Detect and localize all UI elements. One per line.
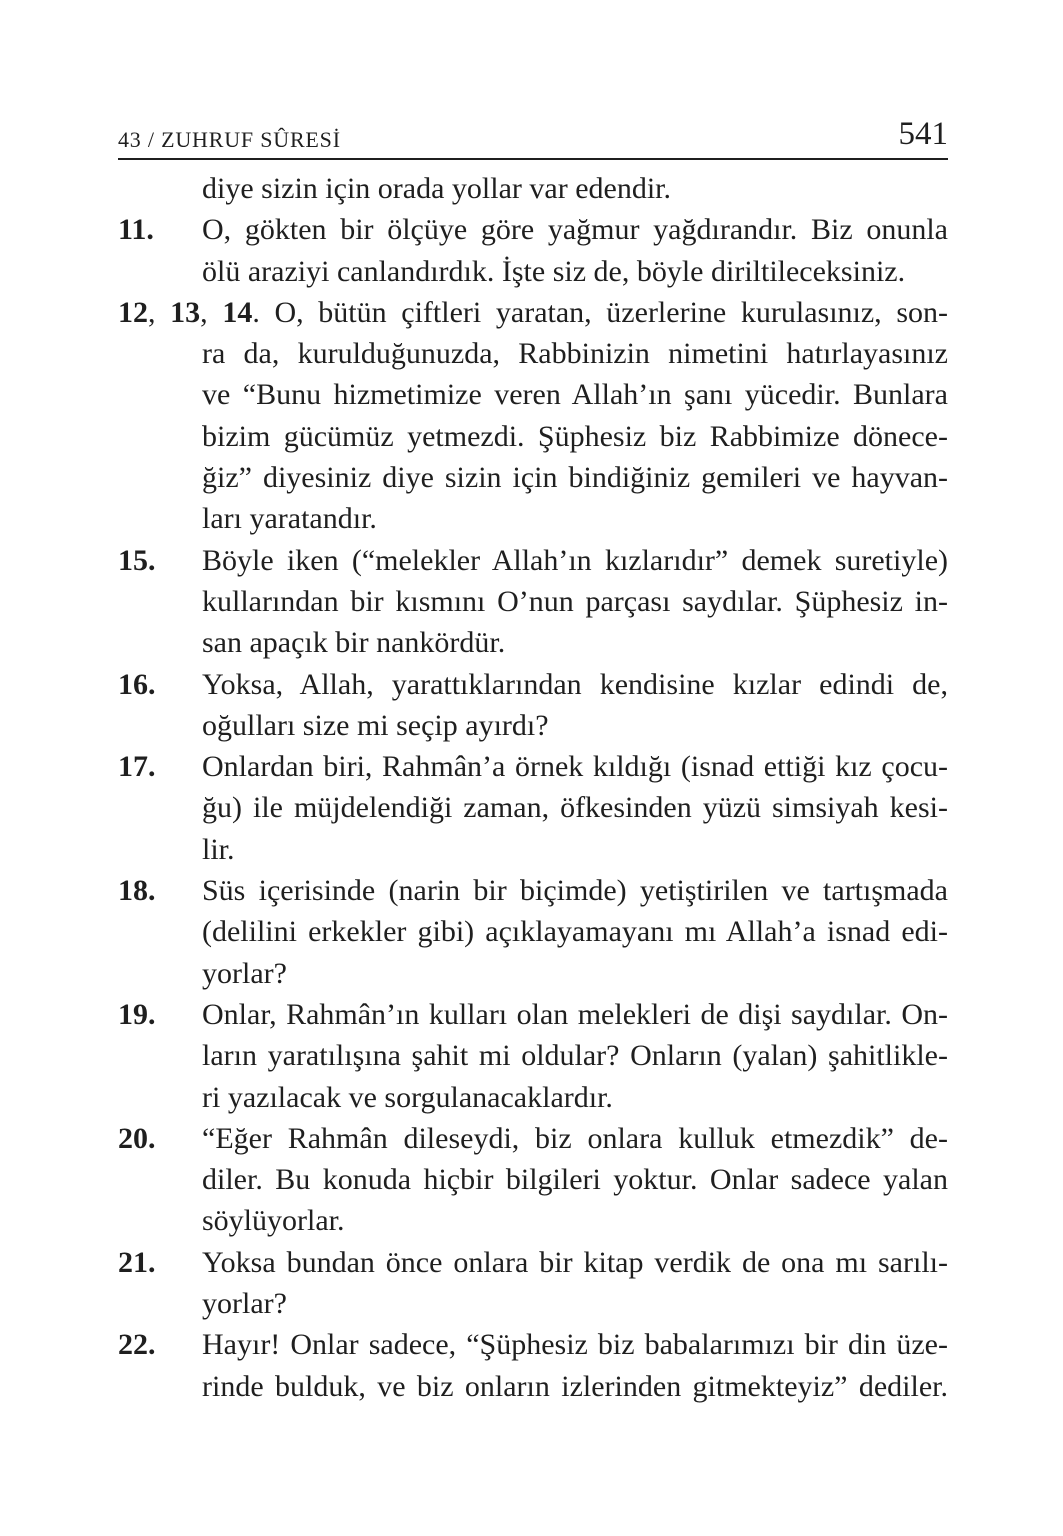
verse-number: 16.	[118, 667, 156, 701]
verse-16-line-1: 16. Yoksa, Allah, yarattıklarından kendisine kızlar edindi de,	[118, 664, 948, 705]
verse-number: 18.	[118, 874, 156, 908]
verse-18-line-2: (delilini erkekler gibi) açıklayamayanı mı Allah’a isnad edi-	[202, 915, 948, 949]
verse-18-line-1: 18. Süs içerisinde (narin bir biçimde) yetiştirilen ve tartışmada	[118, 870, 948, 911]
verse-number: 11.	[118, 213, 154, 247]
verse-15-line-3: san apaçık bir nankördür.	[202, 626, 506, 660]
verse-20-line-2: diler. Bu konuda hiçbir bilgileri yoktur. Onlar sadece yalan	[202, 1163, 948, 1197]
verse-21-line-1: 21. Yoksa bundan önce onlara bir kitap verdik de ona mı sarılı-	[118, 1242, 948, 1283]
verse-18-line-3: yorlar?	[202, 956, 287, 990]
verse-number: 15.	[118, 543, 156, 577]
verse-22-line-2: rinde bulduk, ve biz onların izlerinden gitmekteyiz” dediler.	[202, 1369, 948, 1403]
verse-11-line-2: ölü araziyi canlandırdık. İşte siz de, böyle diriltileceksiniz.	[202, 254, 906, 288]
verse-11-line-1: 11. O, gökten bir ölçüye göre yağmur yağdırandır. Biz onunla	[118, 209, 948, 250]
verse-number: 22.	[118, 1328, 156, 1362]
verse-12-14-line-2: ra da, kurulduğunuzda, Rabbinizin nimetini hatırlayasınız	[202, 337, 948, 371]
verse-20-line-1: 20. “Eğer Rahmân dileseydi, biz onlara kulluk etmezdik” de-	[118, 1118, 948, 1159]
verse-19-line-2: ların yaratılışına şahit mi oldular? Onların (yalan) şahitlikle-	[202, 1039, 948, 1073]
verse-17-line-1: 17. Onlardan biri, Rahmân’a örnek kıldığı (isnad ettiği kız çocu-	[118, 746, 948, 787]
verse-21-line-2: yorlar?	[202, 1287, 287, 1321]
verse-19-line-3: ri yazılacak ve sorgulanacaklardır.	[202, 1080, 613, 1114]
verse-22-line-1: 22. Hayır! Onlar sadece, “Şüphesiz biz babalarımızı bir din üze-	[118, 1324, 948, 1365]
verse-number: 12, 13, 14.	[118, 295, 275, 329]
page-header	[118, 110, 948, 160]
verse-number: 20.	[118, 1121, 156, 1155]
verse-12-14-line-6: ları yaratandır.	[202, 502, 377, 536]
verse-12-14-line-3: ve “Bunu hizmetimize veren Allah’ın şanı yücedir. Bunlara	[202, 378, 948, 412]
verse-20-line-3: söylüyorlar.	[202, 1204, 345, 1238]
verse-15-line-2: kullarından bir kısmını O’nun parçası saydılar. Şüphesiz in-	[202, 584, 948, 618]
verse-12-14-line-4: bizim gücümüz yetmezdi. Şüphesiz biz Rabbimize dönece-	[202, 419, 948, 453]
page-number: 541	[898, 116, 948, 152]
verse-number: 19.	[118, 997, 156, 1031]
running-head: 43 / ZUHRUF SÛRESİ	[118, 127, 341, 152]
verse-17-line-3: lir.	[202, 832, 235, 866]
verse-19-line-1: 19. Onlar, Rahmân’ın kulları olan melekleri de dişi saydılar. On-	[118, 994, 948, 1035]
verse-12-14-line-1: 12, 13, 14. O, bütün çiftleri yaratan, üzerlerine kurulasınız, son-	[118, 295, 948, 329]
continuation-line: diye sizin için orada yollar var edendir.	[202, 172, 671, 205]
verse-15-line-1: 15. Böyle iken (“melekler Allah’ın kızlarıdır” demek suretiyle)	[118, 540, 948, 581]
verse-12-14-line-5: ğiz” diyesiniz diye sizin için bindiğiniz gemileri ve hayvan-	[202, 461, 948, 495]
verse-text	[118, 168, 948, 1407]
verse-number: 17.	[118, 750, 156, 784]
verse-17-line-2: ğu) ile müjdelendiği zaman, öfkesinden yüzü simsiyah kesi-	[202, 791, 948, 825]
verse-number: 21.	[118, 1245, 156, 1279]
verse-16-line-2: oğulları size mi seçip ayırdı?	[202, 708, 549, 742]
